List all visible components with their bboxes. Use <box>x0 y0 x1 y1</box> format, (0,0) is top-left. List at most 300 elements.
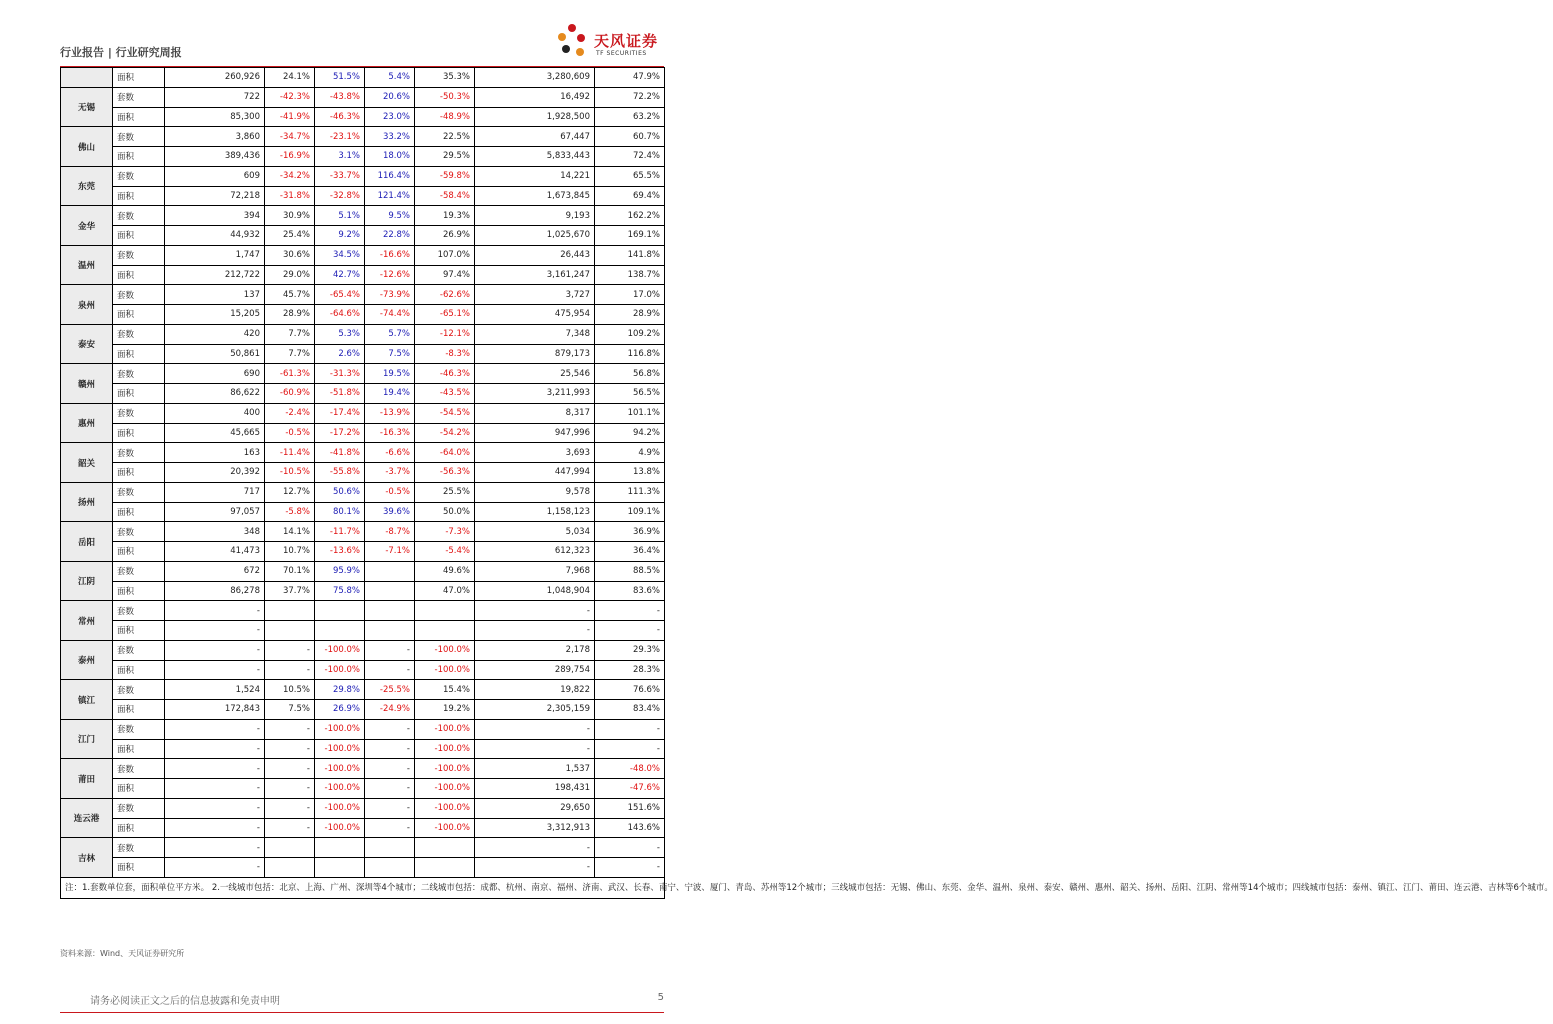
metric-cell: 面积 <box>113 581 165 601</box>
value-cell: 7.7% <box>265 324 315 344</box>
value-cell: 72.4% <box>595 147 665 167</box>
value-cell: 107.0% <box>415 245 475 265</box>
value-cell: -46.3% <box>415 364 475 384</box>
value-cell: 67,447 <box>475 127 595 147</box>
value-cell: -100.0% <box>415 660 475 680</box>
value-cell: - <box>165 818 265 838</box>
value-cell: -73.9% <box>365 285 415 305</box>
value-cell: 86,622 <box>165 384 265 404</box>
value-cell: - <box>165 798 265 818</box>
report-breadcrumb: 行业报告 | 行业研究周报 <box>60 46 182 59</box>
value-cell: 475,954 <box>475 305 595 325</box>
table-row <box>61 166 665 186</box>
table-row <box>61 68 665 88</box>
value-cell: 97,057 <box>165 502 265 522</box>
value-cell: -100.0% <box>415 719 475 739</box>
value-cell <box>265 601 315 621</box>
value-cell: 34.5% <box>315 245 365 265</box>
value-cell: 9,193 <box>475 206 595 226</box>
city-cell: 佛山 <box>61 127 113 167</box>
value-cell: - <box>165 640 265 660</box>
metric-cell: 套数 <box>113 561 165 581</box>
value-cell: 72.2% <box>595 87 665 107</box>
value-cell: 3,161,247 <box>475 265 595 285</box>
value-cell: -100.0% <box>415 818 475 838</box>
value-cell: -31.8% <box>265 186 315 206</box>
value-cell: 14.1% <box>265 522 315 542</box>
value-cell: - <box>365 818 415 838</box>
value-cell: 143.6% <box>595 818 665 838</box>
table-row <box>61 779 665 799</box>
value-cell: 75.8% <box>315 581 365 601</box>
value-cell: 30.6% <box>265 245 315 265</box>
table-row <box>61 680 665 700</box>
value-cell: -62.6% <box>415 285 475 305</box>
value-cell: - <box>165 779 265 799</box>
value-cell: 151.6% <box>595 798 665 818</box>
value-cell: -100.0% <box>415 798 475 818</box>
value-cell: 37.7% <box>265 581 315 601</box>
city-cell: 扬州 <box>61 482 113 522</box>
value-cell: 1,025,670 <box>475 226 595 246</box>
table-row <box>61 621 665 641</box>
value-cell: 400 <box>165 403 265 423</box>
value-cell: - <box>475 858 595 878</box>
value-cell: 36.4% <box>595 542 665 562</box>
value-cell: 17.0% <box>595 285 665 305</box>
value-cell <box>315 838 365 858</box>
value-cell: 5.3% <box>315 324 365 344</box>
value-cell: 3,693 <box>475 443 595 463</box>
value-cell: 1,048,904 <box>475 581 595 601</box>
value-cell <box>415 838 475 858</box>
table-row <box>61 403 665 423</box>
value-cell: -65.1% <box>415 305 475 325</box>
value-cell: 447,994 <box>475 463 595 483</box>
value-cell: 198,431 <box>475 779 595 799</box>
value-cell: 212,722 <box>165 265 265 285</box>
value-cell: - <box>475 838 595 858</box>
value-cell: -56.3% <box>415 463 475 483</box>
value-cell: - <box>595 858 665 878</box>
value-cell: 65.5% <box>595 166 665 186</box>
metric-cell: 套数 <box>113 680 165 700</box>
value-cell: - <box>475 739 595 759</box>
value-cell: - <box>595 621 665 641</box>
value-cell: 29,650 <box>475 798 595 818</box>
value-cell: -32.8% <box>315 186 365 206</box>
value-cell: -3.7% <box>365 463 415 483</box>
value-cell: -100.0% <box>415 779 475 799</box>
value-cell: - <box>595 838 665 858</box>
city-cell: 常州 <box>61 601 113 641</box>
value-cell: -11.7% <box>315 522 365 542</box>
table-body <box>61 68 1553 899</box>
note-row <box>61 877 665 898</box>
value-cell: 672 <box>165 561 265 581</box>
value-cell: - <box>165 739 265 759</box>
value-cell: - <box>165 621 265 641</box>
metric-cell: 面积 <box>113 226 165 246</box>
value-cell: 22.5% <box>415 127 475 147</box>
value-cell: -74.4% <box>365 305 415 325</box>
value-cell: 60.7% <box>595 127 665 147</box>
value-cell: -64.0% <box>415 443 475 463</box>
value-cell: -61.3% <box>265 364 315 384</box>
table-row <box>61 601 665 621</box>
value-cell: 97.4% <box>415 265 475 285</box>
value-cell: 1,673,845 <box>475 186 595 206</box>
value-cell: 16,492 <box>475 87 595 107</box>
value-cell: -31.3% <box>315 364 365 384</box>
value-cell: 172,843 <box>165 700 265 720</box>
footer-divider <box>60 1012 664 1013</box>
logo-subtitle: TF SECURITIES <box>596 50 647 57</box>
metric-cell: 套数 <box>113 759 165 779</box>
city-sales-table <box>60 67 1553 899</box>
value-cell: 95.9% <box>315 561 365 581</box>
value-cell: 12.7% <box>265 482 315 502</box>
value-cell: -5.8% <box>265 502 315 522</box>
value-cell: -34.2% <box>265 166 315 186</box>
value-cell: - <box>475 621 595 641</box>
city-cell: 莆田 <box>61 759 113 799</box>
table-row <box>61 581 665 601</box>
value-cell: 24.1% <box>265 68 315 88</box>
value-cell: 19.3% <box>415 206 475 226</box>
value-cell: - <box>265 739 315 759</box>
metric-cell: 面积 <box>113 107 165 127</box>
value-cell: - <box>165 759 265 779</box>
value-cell: -10.5% <box>265 463 315 483</box>
metric-cell: 套数 <box>113 166 165 186</box>
value-cell: -12.6% <box>365 265 415 285</box>
value-cell: 109.2% <box>595 324 665 344</box>
value-cell: - <box>365 779 415 799</box>
value-cell: 163 <box>165 443 265 463</box>
value-cell: 35.3% <box>415 68 475 88</box>
value-cell: 28.3% <box>595 660 665 680</box>
value-cell: - <box>365 759 415 779</box>
metric-cell: 面积 <box>113 660 165 680</box>
value-cell: -16.3% <box>365 423 415 443</box>
value-cell: 80.1% <box>315 502 365 522</box>
value-cell: -48.9% <box>415 107 475 127</box>
table-row <box>61 798 665 818</box>
value-cell: 39.6% <box>365 502 415 522</box>
table-row <box>61 206 665 226</box>
value-cell: -100.0% <box>315 759 365 779</box>
value-cell: -65.4% <box>315 285 365 305</box>
value-cell: -13.9% <box>365 403 415 423</box>
value-cell: 3,211,993 <box>475 384 595 404</box>
value-cell: 2,305,159 <box>475 700 595 720</box>
value-cell: 5.7% <box>365 324 415 344</box>
value-cell: 86,278 <box>165 581 265 601</box>
value-cell: - <box>265 660 315 680</box>
value-cell: -16.6% <box>365 245 415 265</box>
table-row <box>61 127 665 147</box>
value-cell: -41.9% <box>265 107 315 127</box>
value-cell: 260,926 <box>165 68 265 88</box>
value-cell: -43.5% <box>415 384 475 404</box>
value-cell <box>315 601 365 621</box>
value-cell: 1,524 <box>165 680 265 700</box>
value-cell <box>365 838 415 858</box>
value-cell: -46.3% <box>315 107 365 127</box>
value-cell: -59.8% <box>415 166 475 186</box>
value-cell: 9.2% <box>315 226 365 246</box>
value-cell: 69.4% <box>595 186 665 206</box>
value-cell: -55.8% <box>315 463 365 483</box>
value-cell: 5,833,443 <box>475 147 595 167</box>
disclaimer-text: 请务必阅读正文之后的信息披露和免责申明 <box>90 996 280 1007</box>
value-cell: -17.4% <box>315 403 365 423</box>
value-cell: 47.9% <box>595 68 665 88</box>
city-cell: 赣州 <box>61 364 113 404</box>
metric-cell: 面积 <box>113 542 165 562</box>
table-row <box>61 87 665 107</box>
value-cell: 1,537 <box>475 759 595 779</box>
value-cell <box>315 858 365 878</box>
value-cell: 29.8% <box>315 680 365 700</box>
value-cell <box>265 858 315 878</box>
table-row <box>61 305 665 325</box>
city-cell: 温州 <box>61 245 113 285</box>
value-cell: - <box>165 838 265 858</box>
metric-cell: 套数 <box>113 443 165 463</box>
table-row <box>61 324 665 344</box>
table-row <box>61 186 665 206</box>
value-cell <box>365 601 415 621</box>
value-cell: 14,221 <box>475 166 595 186</box>
metric-cell: 套数 <box>113 324 165 344</box>
value-cell: - <box>365 640 415 660</box>
value-cell: -51.8% <box>315 384 365 404</box>
value-cell: 72,218 <box>165 186 265 206</box>
value-cell: 7,968 <box>475 561 595 581</box>
metric-cell: 套数 <box>113 285 165 305</box>
table-row <box>61 818 665 838</box>
table-row <box>61 423 665 443</box>
value-cell: -0.5% <box>365 482 415 502</box>
value-cell: 2.6% <box>315 344 365 364</box>
metric-cell: 套数 <box>113 403 165 423</box>
city-cell: 吉林 <box>61 838 113 878</box>
value-cell <box>415 858 475 878</box>
value-cell: 3,860 <box>165 127 265 147</box>
value-cell: - <box>165 858 265 878</box>
metric-cell: 面积 <box>113 502 165 522</box>
value-cell: 3,280,609 <box>475 68 595 88</box>
value-cell <box>365 561 415 581</box>
value-cell: 83.4% <box>595 700 665 720</box>
table-row <box>61 245 665 265</box>
value-cell: 8,317 <box>475 403 595 423</box>
value-cell: 26.9% <box>415 226 475 246</box>
table-row <box>61 719 665 739</box>
value-cell: 13.8% <box>595 463 665 483</box>
metric-cell: 套数 <box>113 206 165 226</box>
value-cell: 722 <box>165 87 265 107</box>
value-cell: -2.4% <box>265 403 315 423</box>
value-cell: -25.5% <box>365 680 415 700</box>
city-cell: 泰安 <box>61 324 113 364</box>
value-cell: 394 <box>165 206 265 226</box>
value-cell: -64.6% <box>315 305 365 325</box>
value-cell: 29.3% <box>595 640 665 660</box>
city-cell: 镇江 <box>61 680 113 720</box>
value-cell: - <box>165 601 265 621</box>
metric-cell: 面积 <box>113 779 165 799</box>
value-cell: -54.5% <box>415 403 475 423</box>
table-row <box>61 147 665 167</box>
value-cell: 162.2% <box>595 206 665 226</box>
value-cell: 56.8% <box>595 364 665 384</box>
value-cell: 690 <box>165 364 265 384</box>
value-cell: -58.4% <box>415 186 475 206</box>
value-cell: 7.5% <box>365 344 415 364</box>
value-cell: -24.9% <box>365 700 415 720</box>
value-cell: 4.9% <box>595 443 665 463</box>
value-cell: - <box>475 601 595 621</box>
value-cell <box>365 621 415 641</box>
city-cell: 江阴 <box>61 561 113 601</box>
table-row <box>61 463 665 483</box>
metric-cell: 面积 <box>113 305 165 325</box>
city-cell: 无锡 <box>61 87 113 127</box>
value-cell: - <box>165 660 265 680</box>
value-cell <box>265 621 315 641</box>
table-row <box>61 522 665 542</box>
value-cell: -48.0% <box>595 759 665 779</box>
value-cell: -17.2% <box>315 423 365 443</box>
metric-cell: 面积 <box>113 463 165 483</box>
value-cell: 19.4% <box>365 384 415 404</box>
value-cell: 109.1% <box>595 502 665 522</box>
value-cell: 19.2% <box>415 700 475 720</box>
value-cell: 389,436 <box>165 147 265 167</box>
value-cell: 28.9% <box>595 305 665 325</box>
metric-cell: 套数 <box>113 245 165 265</box>
value-cell: 18.0% <box>365 147 415 167</box>
metric-cell: 套数 <box>113 87 165 107</box>
value-cell: 101.1% <box>595 403 665 423</box>
value-cell: -33.7% <box>315 166 365 186</box>
value-cell <box>365 858 415 878</box>
value-cell: 45.7% <box>265 285 315 305</box>
table-row <box>61 542 665 562</box>
value-cell: -7.1% <box>365 542 415 562</box>
value-cell: 116.8% <box>595 344 665 364</box>
value-cell: 33.2% <box>365 127 415 147</box>
value-cell: -13.6% <box>315 542 365 562</box>
value-cell <box>365 581 415 601</box>
value-cell: 22.8% <box>365 226 415 246</box>
value-cell: 3,727 <box>475 285 595 305</box>
value-cell: 879,173 <box>475 344 595 364</box>
value-cell: 50,861 <box>165 344 265 364</box>
metric-cell: 面积 <box>113 384 165 404</box>
page-number: 5 <box>657 992 664 1003</box>
value-cell: - <box>265 640 315 660</box>
value-cell: 1,928,500 <box>475 107 595 127</box>
value-cell: 20.6% <box>365 87 415 107</box>
value-cell: - <box>595 719 665 739</box>
value-cell: 50.6% <box>315 482 365 502</box>
metric-cell: 套数 <box>113 522 165 542</box>
value-cell <box>415 601 475 621</box>
metric-cell: 套数 <box>113 482 165 502</box>
value-cell: 83.6% <box>595 581 665 601</box>
value-cell: 36.9% <box>595 522 665 542</box>
value-cell: -47.6% <box>595 779 665 799</box>
value-cell: -8.7% <box>365 522 415 542</box>
value-cell: 15,205 <box>165 305 265 325</box>
table-row <box>61 364 665 384</box>
table-row <box>61 482 665 502</box>
metric-cell: 面积 <box>113 344 165 364</box>
value-cell: -16.9% <box>265 147 315 167</box>
value-cell: -7.3% <box>415 522 475 542</box>
city-cell: 岳阳 <box>61 522 113 562</box>
value-cell <box>265 838 315 858</box>
value-cell: 29.0% <box>265 265 315 285</box>
city-cell: 泉州 <box>61 285 113 325</box>
value-cell: 1,747 <box>165 245 265 265</box>
value-cell: 30.9% <box>265 206 315 226</box>
city-cell: 惠州 <box>61 403 113 443</box>
value-cell: -12.1% <box>415 324 475 344</box>
table-row <box>61 107 665 127</box>
value-cell: 25,546 <box>475 364 595 384</box>
city-cell: 韶关 <box>61 443 113 483</box>
value-cell: 23.0% <box>365 107 415 127</box>
value-cell: 45,665 <box>165 423 265 443</box>
table-row <box>61 502 665 522</box>
value-cell: 7.7% <box>265 344 315 364</box>
value-cell: 63.2% <box>595 107 665 127</box>
city-cell <box>61 68 113 88</box>
value-cell: 141.8% <box>595 245 665 265</box>
metric-cell: 面积 <box>113 858 165 878</box>
value-cell: 420 <box>165 324 265 344</box>
logo-name: 天风证券 <box>594 32 659 50</box>
metric-cell: 套数 <box>113 364 165 384</box>
value-cell: -100.0% <box>315 719 365 739</box>
value-cell: -100.0% <box>415 739 475 759</box>
table-row <box>61 838 665 858</box>
value-cell: 47.0% <box>415 581 475 601</box>
value-cell: 1,158,123 <box>475 502 595 522</box>
value-cell: - <box>265 759 315 779</box>
value-cell: - <box>165 719 265 739</box>
city-cell: 泰州 <box>61 640 113 680</box>
value-cell: -100.0% <box>315 818 365 838</box>
value-cell: -100.0% <box>315 739 365 759</box>
value-cell: - <box>265 779 315 799</box>
value-cell: 28.9% <box>265 305 315 325</box>
value-cell: 85,300 <box>165 107 265 127</box>
city-cell: 东莞 <box>61 166 113 206</box>
value-cell: - <box>365 739 415 759</box>
value-cell: - <box>365 719 415 739</box>
logo-mark-icon <box>554 22 590 62</box>
value-cell: 3.1% <box>315 147 365 167</box>
value-cell: 20,392 <box>165 463 265 483</box>
value-cell: -100.0% <box>315 779 365 799</box>
value-cell: - <box>365 660 415 680</box>
